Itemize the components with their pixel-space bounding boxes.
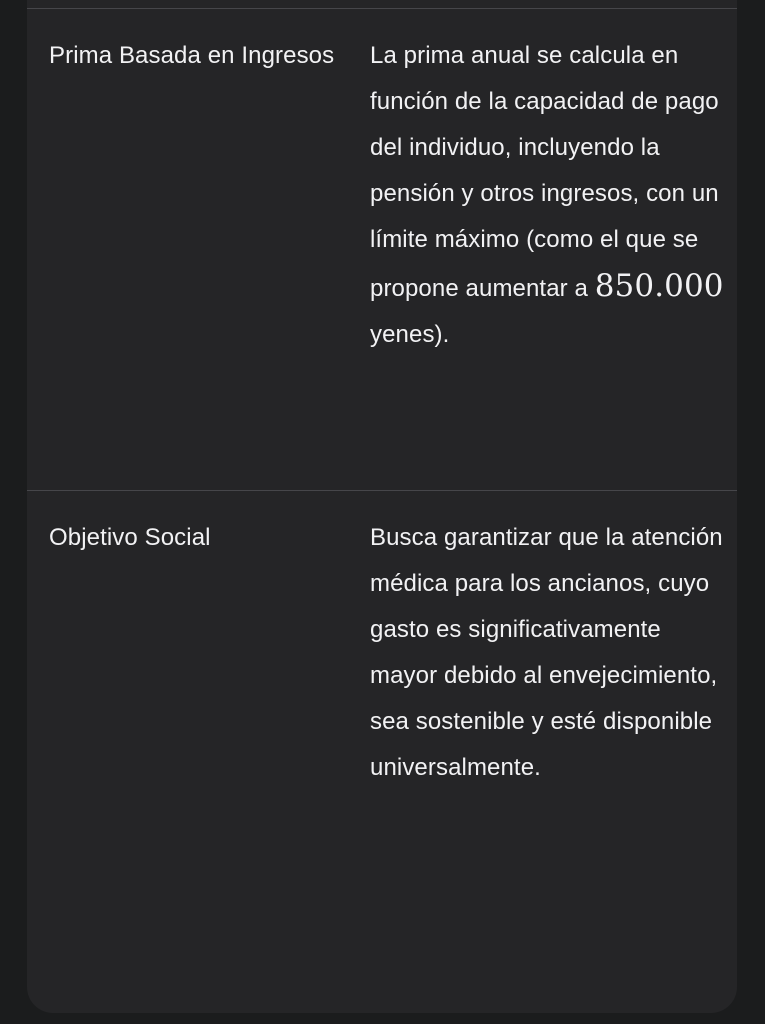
info-table-card [27, 0, 737, 1013]
row-description [370, 33, 725, 358]
description-text: La prima anual se calcula en función de la capacidad de pago del individuo, incluyendo la pensión y otros ingresos, con un límite máximo (como el que se propone aumentar a [370, 42, 719, 302]
description-text: Busca garantizar que la atención médica para los ancianos, cuyo gasto es significativamente mayor debido al envejecimiento, sea sostenible y esté disponible universalmente. [370, 524, 723, 781]
row-description [370, 515, 725, 791]
row-label: Prima Basada en Ingresos [49, 42, 335, 69]
description-suffix: yenes). [370, 321, 450, 348]
row-label: Objetivo Social [49, 524, 211, 551]
math-value: 850.000 [594, 268, 724, 304]
table-row [27, 8, 737, 491]
table-row [27, 490, 737, 991]
